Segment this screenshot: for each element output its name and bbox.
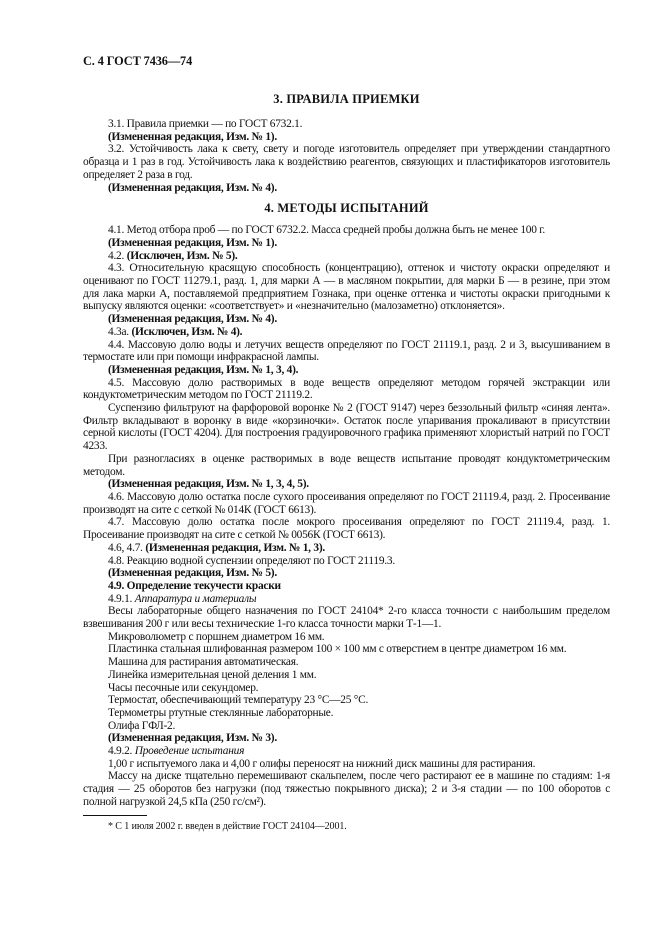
text-run: 4.5. Массовую долю растворимых в воде веществ определяют методом горячей экстракции или кондуктометрическим методом по ГОСТ 21119.2. [83,376,610,402]
paragraph [83,694,610,707]
text-run: 4.6, 4.7. [108,541,146,554]
paragraph [83,516,610,541]
paragraph [83,643,610,656]
paragraph [83,631,610,644]
paragraph [83,580,610,593]
text-run: (Измененная редакция, Изм. № 3). [108,732,277,745]
text-run: 4.8. Реакцию водной суспензии определяют по ГОСТ 21119.3. [108,554,395,567]
paragraph [83,656,610,669]
text-run: Микроволюметр с поршнем диаметром 16 мм. [108,630,325,643]
text-run: Суспензию фильтруют на фарфоровой воронке № 2 (ГОСТ 9147) через беззольный фильтр «синяя лента». Фильтр вкладывают в воронку в виде «корзиночки». Остаток после упаривания прокаливают в присутствии серной кислоты (ГОСТ 4204). Для построения градуировочного графика применяют хлористый натрий по ГОСТ 4233. [83,402,610,453]
text-run: Проведение испытания [134,745,245,758]
text-run: 4.4. Массовую долю воды и летучих веществ определяют по ГОСТ 21119.1, разд. 2 и 3, высушиванием в термостате или при помощи инфракрасной лампы. [83,338,610,364]
text-run: 4.3а. [108,325,132,338]
text-run: (Измененная редакция, Изм. № 1, 3). [145,541,325,554]
text-run: (Измененная редакция, Изм. № 5). [108,567,277,580]
amendment-note [83,131,610,144]
text-run: (Исключен, Изм. № 5). [126,249,238,262]
text-run: (Измененная редакция, Изм. № 1, 3, 4). [108,363,299,376]
paragraph [83,326,610,339]
amendment-note [83,237,610,250]
text-run: 4.9.2. [108,745,135,758]
text-run: (Исключен, Изм. № 4). [131,325,243,338]
text-run: 4.7. Массовую долю остатка после мокрого просеивания определяют по ГОСТ 21119.4, разд. 1. Просеивание производят на сите с сеткой № 0056К (ГОСТ 6613). [83,516,610,542]
paragraph [83,402,610,453]
paragraph [83,605,610,630]
text-run: 4.2. [108,249,127,262]
paragraph [83,745,610,758]
paragraph [83,555,610,568]
amendment-note [83,313,610,326]
text-run: (Измененная редакция, Изм. № 4). [108,313,277,326]
text-run: 4.9. Определение текучести краски [108,579,281,592]
paragraph [83,262,610,313]
text-run: 4.1. Метод отбора проб — по ГОСТ 6732.2. Масса средней пробы должна быть не менее 100 г. [108,224,546,237]
text-run: 4. МЕТОДЫ ИСПЫТАНИЙ [264,201,429,216]
text-run: 4.6. Массовую долю остатка после сухого просеивания определяют по ГОСТ 21119.4, разд. 2. Просеивание производят на сите с сеткой № 014К (ГОСТ 6613). [83,490,610,516]
text-run: (Измененная редакция, Изм. № 1). [108,236,277,249]
text-run: (Измененная редакция, Изм. № 4). [108,181,277,194]
text-run: Аппаратура и материалы [134,592,257,605]
paragraph [83,770,610,808]
text-run: Термометры ртутные стеклянные лабораторные. [108,706,334,719]
section-heading [83,201,610,215]
text-run: Машина для растирания автоматическая. [108,656,299,669]
paragraph [83,377,610,402]
page-header: С. 4 ГОСТ 7436—74 [83,54,193,68]
document-body [83,92,610,809]
paragraph [83,453,610,478]
paragraph [83,758,610,771]
text-run: Весы лабораторные общего назначения по ГОСТ 24104* 2-го класса точности с наибольшим пределом взвешивания 200 г или весы технические 1-го класса точности марки Т-1—1. [83,605,610,631]
amendment-note [83,182,610,195]
text-run: Термостат, обеспечивающий температуру 23 °С—25 °С. [108,694,369,707]
paragraph [83,339,610,364]
text-run: 4.9.1. [108,592,135,605]
paragraph [83,542,610,555]
paragraph [83,250,610,263]
text-run: 3. ПРАВИЛА ПРИЕМКИ [273,92,420,106]
paragraph [83,491,610,516]
text-run: При разногласиях в оценке растворимых в воде веществ испытание проводят кондуктометрическим методом. [83,452,610,478]
paragraph [83,720,610,733]
footnote [83,815,610,834]
text-run: Часы песочные или секундомер. [108,681,259,694]
amendment-note [83,364,610,377]
paragraph [83,707,610,720]
paragraph [83,118,610,131]
paragraph [83,669,610,682]
paragraph [83,593,610,606]
text-run: (Измененная редакция, Изм. № 1). [108,130,277,143]
text-run: 1,00 г испытуемого лака и 4,00 г олифы переносят на нижний диск машины для растирания. [108,757,536,770]
text-run: 3.2. Устойчивость лака к свету, свету и погоде изготовитель определяет при утверждении стандартного образца и 1 раз в год. Устойчивость лака к воздействию реагентов, связующих и пластификаторов изготовитель определяет 2 раза в год. [83,143,610,181]
paragraph [83,143,610,181]
text-run: (Измененная редакция, Изм. № 1, 3, 4, 5). [108,478,309,491]
amendment-note [83,478,610,491]
text-run: Олифа ГФЛ-2. [108,719,176,732]
text-run: Пластинка стальная шлифованная размером 100 × 100 мм с отверстием в центре диаметром 16 мм. [108,643,567,656]
footnote-rule [83,815,147,817]
paragraph [83,224,610,237]
amendment-note [83,567,610,580]
amendment-note [83,732,610,745]
paragraph [83,682,610,695]
text-run: Линейка измерительная ценой деления 1 мм. [108,668,317,681]
footnote-text: * С 1 июля 2002 г. введен в действие ГОСТ 24104—2001. [108,821,347,833]
section-heading [83,92,610,106]
text-run: 4.3. Относительную красящую способность (концентрацию), оттенок и чистоту окраски определяют и оценивают по ГОСТ 11279.1, разд. 1, для марки А — в масляном покрытии, для марки Б — в резине, при этом для лака марки А, поставляемой предприятием Гознака, при оценке оттенка и чистоты окраски пригодными к выпуску являются оценки: «соответствует» и «незначительно (малозаметно) отклоняется». [83,262,610,313]
text-run: Массу на диске тщательно перемешивают скальпелем, после чего растирают ее в машине по стадиям: 1-я стадия — 25 оборотов без нагрузки (под тяжестью покрывного диска); 2 и 3-я стадии — по 100 оборотов с полной нагрузкой 24,5 кПа (250 гс/см²). [83,770,610,808]
text-run: 3.1. Правила приемки — по ГОСТ 6732.1. [108,118,303,130]
